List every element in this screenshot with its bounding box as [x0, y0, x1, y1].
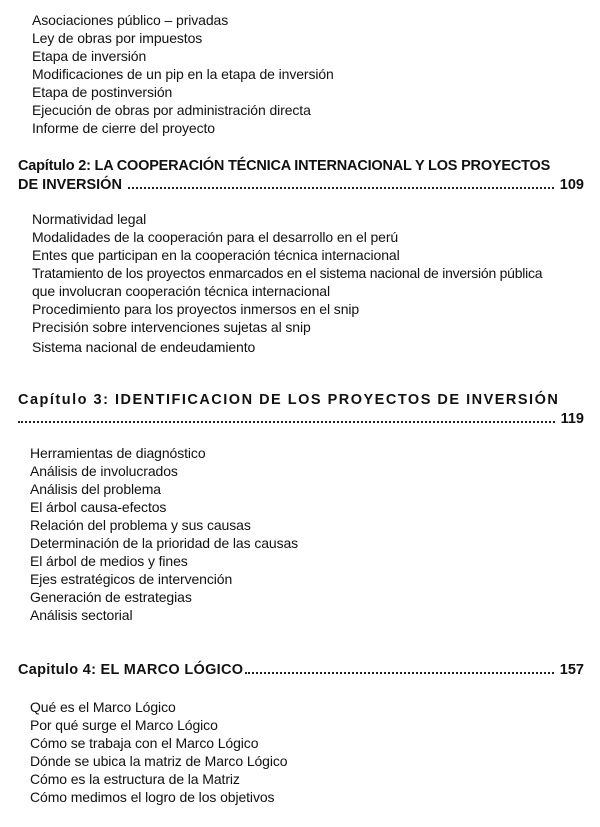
toc-item: Análisis de involucrados: [30, 463, 178, 479]
toc-item: Dónde se ubica la matriz de Marco Lógico: [30, 753, 288, 769]
toc-item: Modificaciones de un pip en la etapa de inversión: [32, 66, 334, 82]
dot-leader: [18, 421, 555, 423]
toc-item: Sistema nacional de endeudamiento: [32, 339, 256, 355]
toc-item: Análisis del problema: [30, 481, 161, 497]
toc-item: Precisión sobre intervenciones sujetas al snip: [32, 319, 311, 335]
chapter-4-page-number: 157: [559, 662, 584, 678]
toc-item: El árbol de medios y fines: [30, 553, 188, 569]
chapter-4-heading: Capitulo 4: EL MARCO LÓGICO: [18, 662, 244, 678]
toc-item: Cómo es la estructura de la Matriz: [30, 771, 240, 787]
toc-item: Determinación de la prioridad de las causas: [30, 535, 299, 551]
toc-item: Asociaciones público – privadas: [32, 12, 229, 28]
toc-item: Por qué surge el Marco Lógico: [30, 717, 218, 733]
chapter-4-leader-line: [18, 661, 584, 679]
toc-item: que involucran cooperación técnica internacional: [32, 283, 330, 299]
toc-item: Relación del problema y sus causas: [30, 517, 251, 533]
toc-item: Cómo medimos el logro de los objetivos: [30, 789, 275, 805]
toc-item: Qué es el Marco Lógico: [30, 699, 176, 715]
chapter-3-leader-line: [18, 410, 584, 428]
toc-item: Entes que participan en la cooperación técnica internacional: [32, 247, 400, 263]
dot-leader: [245, 672, 553, 674]
chapter-2-heading: Capítulo 2: LA COOPERACIÓN TÉCNICA INTERNACIONAL Y LOS PROYECTOS: [18, 158, 551, 174]
chapter-3-heading: Capítulo 3: IDENTIFICACION DE LOS PROYECTOS DE INVERSIÓN: [18, 392, 560, 408]
toc-item: Ejecución de obras por administración directa: [32, 102, 311, 118]
chapter-2-heading-continued: DE INVERSIÓN: [18, 177, 122, 193]
toc-item: Etapa de inversión: [32, 48, 147, 64]
toc-item: El árbol causa-efectos: [30, 499, 167, 515]
dot-leader: [128, 187, 554, 189]
toc-item: Análisis sectorial: [30, 607, 133, 623]
toc-item: Etapa de postinversión: [32, 84, 173, 100]
toc-item: Informe de cierre del proyecto: [32, 120, 215, 136]
chapter-2-leader-line: [18, 176, 584, 194]
toc-item: Procedimiento para los proyectos inmersos en el snip: [32, 301, 360, 317]
toc-item: Ejes estratégicos de intervención: [30, 571, 233, 587]
toc-item: Modalidades de la cooperación para el desarrollo en el perú: [32, 229, 399, 245]
chapter-2-page-number: 109: [559, 177, 584, 193]
toc-item: Ley de obras por impuestos: [32, 30, 203, 46]
chapter-3-page-number: 119: [560, 411, 584, 427]
toc-item: Generación de estrategias: [30, 589, 192, 605]
toc-item: Cómo se trabaja con el Marco Lógico: [30, 735, 259, 751]
toc-item: Herramientas de diagnóstico: [30, 445, 206, 461]
toc-item: Tratamiento de los proyectos enmarcados en el sistema nacional de inversión pública: [32, 265, 543, 281]
toc-item: Normatividad legal: [32, 211, 147, 227]
